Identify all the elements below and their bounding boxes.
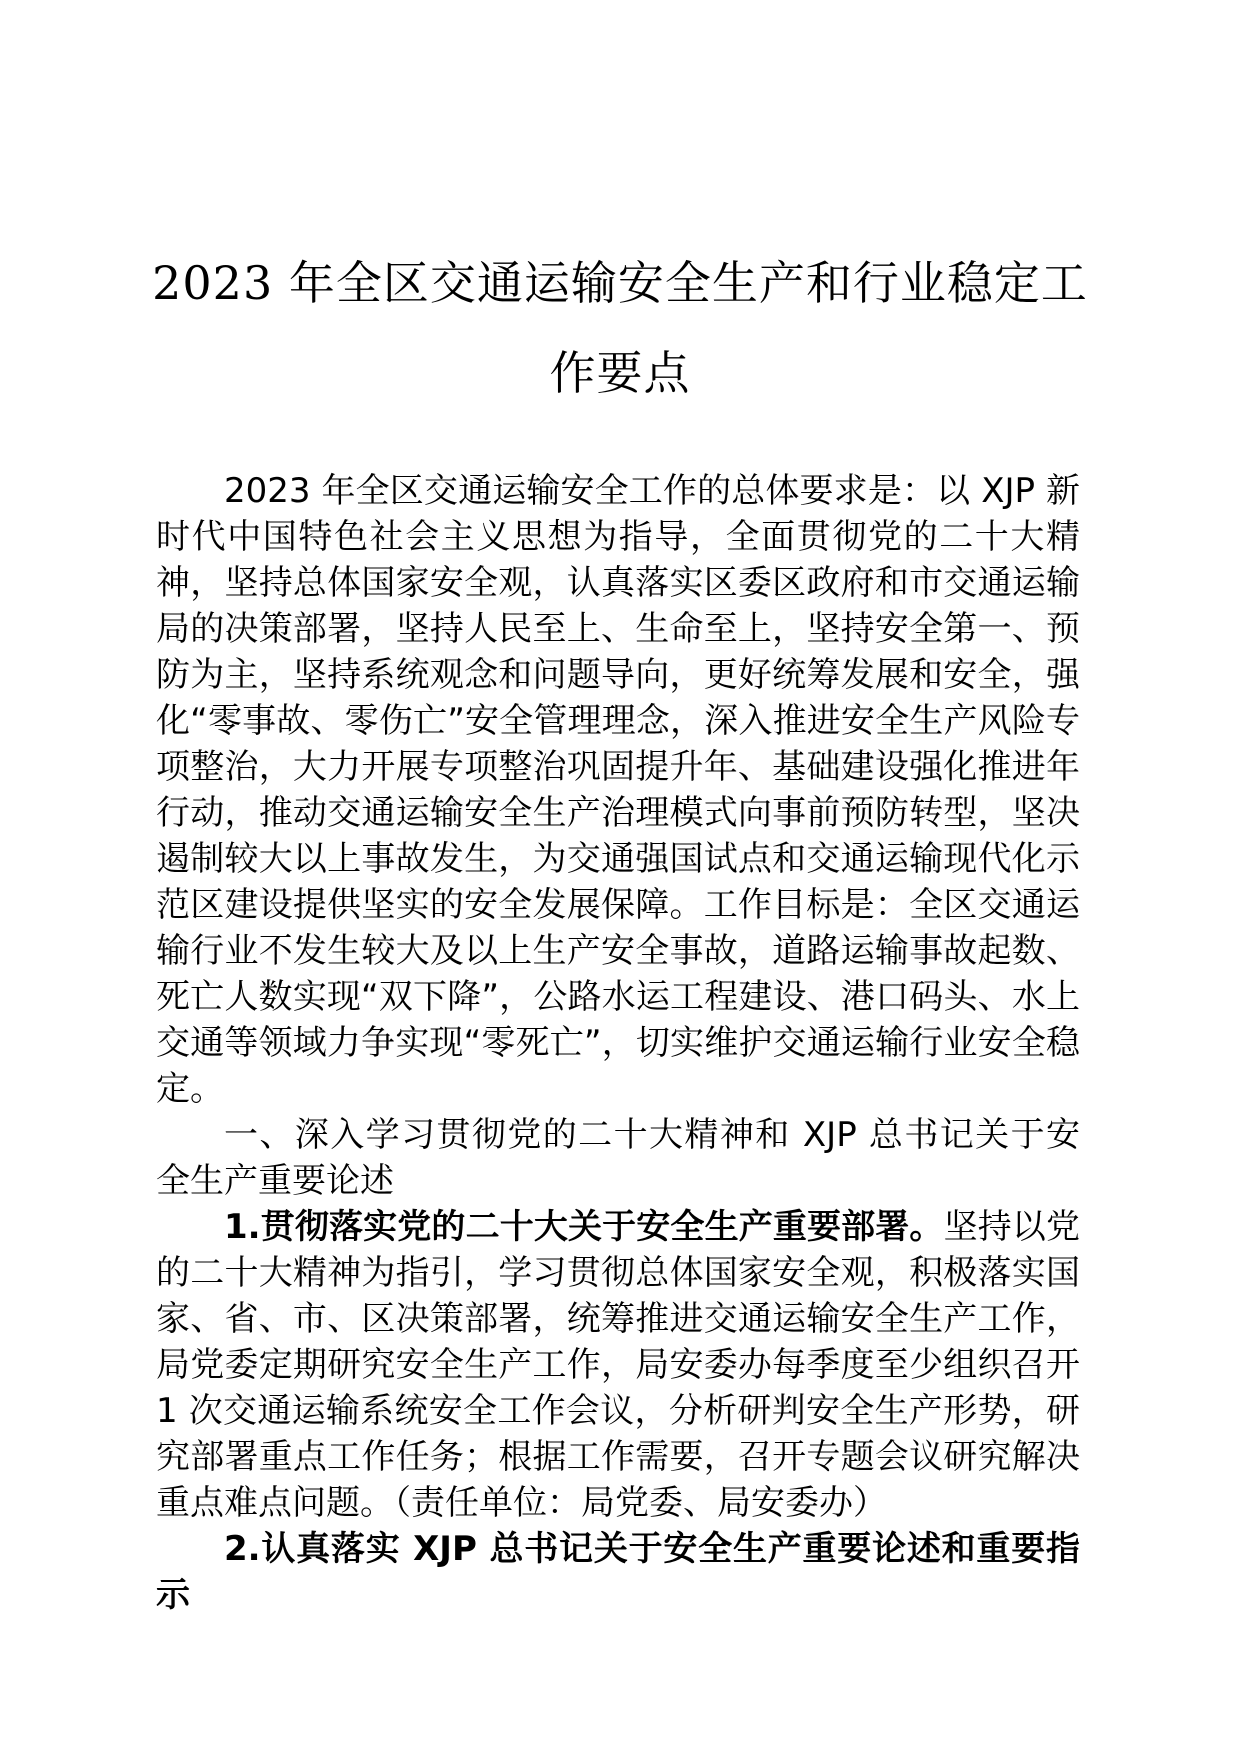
item-heading: 2.认真落实 XJP 总书记关于安全生产重要论述和重要指示: [156, 1529, 1080, 1615]
item-paragraph: [156, 1526, 1080, 1618]
item-text: 坚持以党的二十大精神为指引，学习贯彻总体国家安全观，积极落实国家、省、市、区决策部署，统筹推进交通运输安全生产工作，局党委定期研究安全生产工作，局安委办每季度至少组织召开 1 次交通运输系统安全工作会议，分析研判安全生产形势，研究部署重点工作任务；根据工作需要，召开专题会议研究解决重点难点问题。（责任单位：局党委、局安委办）: [156, 1207, 1081, 1523]
item-heading: 1.贯彻落实党的二十大关于安全生产重要部署。: [224, 1207, 944, 1247]
section-heading: 一、深入学习贯彻党的二十大精神和 XJP 总书记关于安全生产重要论述: [156, 1115, 1080, 1201]
item-paragraph: [156, 1204, 1080, 1526]
intro-paragraph: 2023 年全区交通运输安全工作的总体要求是：以 XJP 新时代中国特色社会主义思想为指导，全面贯彻党的二十大精神，坚持总体国家安全观，认真落实区委区政府和市交通运输局的决策部署，坚持人民至上、生命至上，坚持安全第一、预防为主，坚持系统观念和问题导向，更好统筹发展和安全，强化“零事故、零伤亡”安全管理理念，深入推进安全生产风险专项整治，大力开展专项整治巩固提升年、基础建设强化推进年行动，推动交通运输安全生产治理模式向事前预防转型，坚决遏制较大以上事故发生，为交通强国试点和交通运输现代化示范区建设提供坚实的安全发展保障。工作目标是：全区交通运输行业不发生较大及以上生产安全事故，道路运输事故起数、死亡人数实现“双下降”，公路水运工程建设、港口码头、水上交通等领域力争实现“零死亡”，切实维护交通运输行业安全稳定。: [156, 471, 1080, 1109]
document-body: [156, 468, 1080, 1618]
document-title: 2023 年全区交通运输安全生产和行业稳定工作要点: [152, 256, 1088, 400]
